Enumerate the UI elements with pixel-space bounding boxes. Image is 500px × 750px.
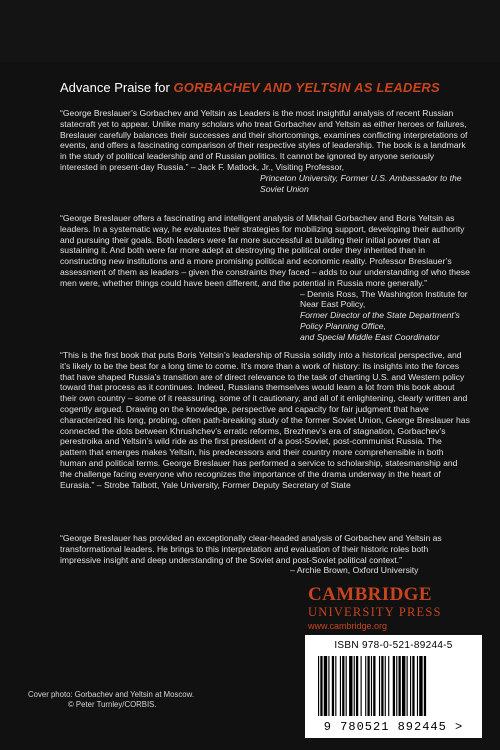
publisher-url: www.cambridge.org (308, 621, 388, 631)
barcode-bar (367, 656, 369, 716)
quote-attribution: and Special Middle East Coordinator (300, 331, 440, 342)
barcode-bar (399, 656, 401, 716)
barcode-bar (402, 656, 405, 716)
barcode-bar (335, 656, 336, 716)
book-title: GORBACHEV AND YELTSIN AS LEADERS (173, 80, 440, 95)
barcode-bar (419, 656, 422, 716)
barcode-bar (324, 656, 327, 716)
barcode-bar (332, 656, 334, 716)
barcode-bar (407, 656, 408, 716)
barcode-bar (342, 656, 344, 716)
barcode-bar (361, 656, 362, 716)
quote-brown (60, 533, 470, 576)
barcode-bar (356, 656, 358, 716)
isbn-label: ISBN 978-0-521-89244-5 (334, 640, 453, 651)
barcode-bar (385, 656, 386, 716)
barcode-bar (373, 656, 375, 716)
ean-digits: 9 780521 892445 > (323, 720, 464, 734)
top-band (0, 0, 500, 62)
barcode-bar (340, 656, 341, 716)
barcode-bars (316, 656, 471, 716)
publisher-logo (308, 585, 442, 631)
praise-heading-prefix: Advance Praise for (60, 80, 170, 95)
barcode-bar (410, 656, 411, 716)
publisher-subtitle: UNIVERSITY PRESS (308, 605, 442, 619)
quote-attribution: – Dennis Ross, The Washington Institute for Near East Policy, (300, 288, 468, 310)
barcode-bar (424, 656, 426, 716)
quote-inline-attribution: – Jack F. Matlock, Jr., Visiting Professor, (190, 161, 345, 172)
quote-matlock (60, 108, 470, 194)
barcode-bar (381, 656, 383, 716)
quote-text: “George Breslauer offers a fascinating and intelligent analysis of Mikhail Gorbachev and Boris Yeltsin as leaders. In a systematic way, he evaluates their strategies for mobilizing support, developing their authority and pursuing their goals. Both leaders were far more successful at building their initial power than at sustaining it. And both were far more adept at destroying the political order they inherited than in constructing new institutions and a more promising political and economic reality. Professor Breslauer’s assessment of them as leaders – given the constraints they faced – adds to our understanding of who these men were, whether things could have been different, and the potential in Russia more generally.” (60, 213, 470, 288)
cover-credit-line: © Peter Turnley/CORBIS. (68, 699, 157, 709)
barcode-bar (388, 656, 389, 716)
quote-text: “This is the first book that puts Boris Yeltsin’s leadership of Russia solidly into a historical perspective, and it’s likely to be the best for a long time to come. It’s more than a work of history: its insights into the forces that have shaped Russia’s transition are of direct relevance to the task of charting U.S. and Western policy toward that process as it continues. Indeed, Russians themselves would learn a lot from this book about their own country – some of it reassuring, some of it cautionary, and all of it enlightening, clearly written and cogently argued. Drawing on the knowledge, perspective and capacity for fair judgment that have characterized his long, probing, often path-breaking study of the former Soviet Union, George Breslauer has connected the dots between Khrushchev’s erratic reforms, Brezhnev’s era of stagnation, Gorbachev’s perestroika and Yeltsin’s wild ride as the first president of a post-Soviet, post-communist Russia. The pattern that emerges makes Yeltsin, his predecessors and their country more comprehensible in both human and political terms. George Breslauer has performed a service to scholarship, statesmanship and the challenge facing everyone who recognizes the importance of the drama underway in the heart of Eurasia.” (60, 350, 470, 490)
cover-credit-line: Cover photo: Gorbachev and Yeltsin at Moscow. (28, 690, 194, 699)
publisher-name: CAMBRIDGE (308, 584, 432, 605)
praise-heading (60, 80, 480, 95)
quote-talbott (60, 350, 470, 490)
quote-attribution: Former Director of the State Department’s Policy Planning Office, (300, 310, 460, 331)
barcode-bar (396, 656, 397, 716)
quote-attribution: Princeton University, Former U.S. Ambassador to the Soviet Union (260, 172, 462, 194)
barcode-box (305, 635, 482, 738)
cover-credit (28, 690, 194, 710)
barcode-bar (371, 656, 372, 716)
barcode-bar (393, 656, 395, 716)
quote-text: “George Breslauer’s Gorbachev and Yeltsin as Leaders is the most insightful analysis of recent Russian statecraft yet to appear. Unlike many scholars who treat Gorbachev and Yeltsin as either heroes or failures, Breslauer carefully balances their successes and their shortcomings, examines conflicting interpretations of events, and offers a fascinating comparison of their respective styles of leadership. The book is a landmark in the study of political leadership and of Russian politics. It cannot be ignored by anyone seriously interested in present-day Russia.” (60, 108, 468, 172)
barcode-bar (320, 656, 322, 716)
barcode-bar (318, 656, 319, 716)
barcode-bar (365, 656, 366, 716)
barcode-bar (417, 656, 418, 716)
quote-inline-attribution: – Strobe Talbott, Yale University, Former Deputy Secretary of State (96, 479, 351, 490)
barcode-bar (328, 656, 329, 716)
barcode-bar (412, 656, 414, 716)
quote-ross (60, 213, 470, 343)
barcode-bar (346, 656, 347, 716)
quote-text: “George Breslauer has provided an exceptionally clear-headed analysis of Gorbachev and Yeltsin as transformational leaders. He brings to this interpretation and evaluation of their historic roles both impressive insight and deep understanding of the Soviet and post-Soviet political context.” (60, 533, 442, 565)
barcode-bar (349, 656, 352, 716)
barcode-bar (379, 656, 380, 716)
quote-attribution: – Archie Brown, Oxford University (290, 565, 419, 576)
barcode-bar (354, 656, 355, 716)
